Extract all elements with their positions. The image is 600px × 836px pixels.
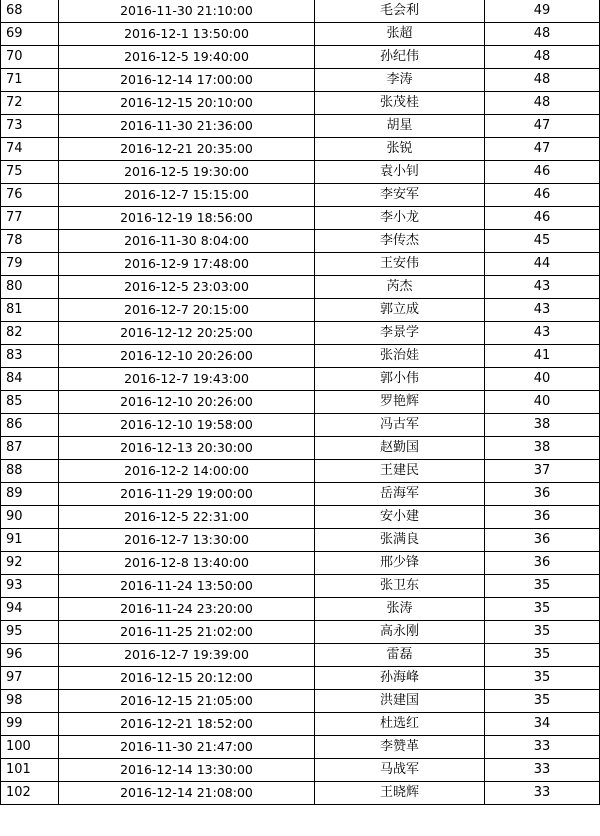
name-cell: 洪建国 xyxy=(315,690,485,713)
table-row xyxy=(1,391,600,414)
score-cell: 36 xyxy=(485,529,600,552)
name-cell: 李景学 xyxy=(315,322,485,345)
datetime-cell: 2016-12-5 19:40:00 xyxy=(59,46,315,69)
score-cell: 38 xyxy=(485,414,600,437)
table-row xyxy=(1,483,600,506)
score-cell: 46 xyxy=(485,207,600,230)
table-row xyxy=(1,598,600,621)
datetime-cell: 2016-12-7 15:15:00 xyxy=(59,184,315,207)
score-cell: 37 xyxy=(485,460,600,483)
score-cell: 48 xyxy=(485,23,600,46)
name-cell: 王安伟 xyxy=(315,253,485,276)
name-cell: 张超 xyxy=(315,23,485,46)
score-cell: 35 xyxy=(485,690,600,713)
table-row xyxy=(1,736,600,759)
rank-number-cell: 84 xyxy=(1,368,59,391)
name-cell: 李涛 xyxy=(315,69,485,92)
score-cell: 35 xyxy=(485,621,600,644)
datetime-cell: 2016-12-1 13:50:00 xyxy=(59,23,315,46)
datetime-cell: 2016-11-25 21:02:00 xyxy=(59,621,315,644)
table-row xyxy=(1,552,600,575)
table-row xyxy=(1,276,600,299)
rank-number-cell: 88 xyxy=(1,460,59,483)
score-cell: 36 xyxy=(485,506,600,529)
score-cell: 33 xyxy=(485,759,600,782)
datetime-cell: 2016-12-5 19:30:00 xyxy=(59,161,315,184)
name-cell: 杜选红 xyxy=(315,713,485,736)
rank-number-cell: 74 xyxy=(1,138,59,161)
table-row xyxy=(1,299,600,322)
datetime-cell: 2016-12-13 20:30:00 xyxy=(59,437,315,460)
score-cell: 35 xyxy=(485,598,600,621)
table-row xyxy=(1,529,600,552)
score-cell: 35 xyxy=(485,667,600,690)
table-row xyxy=(1,437,600,460)
name-cell: 袁小钊 xyxy=(315,161,485,184)
datetime-cell: 2016-12-7 20:15:00 xyxy=(59,299,315,322)
rank-number-cell: 80 xyxy=(1,276,59,299)
rank-number-cell: 92 xyxy=(1,552,59,575)
rank-number-cell: 99 xyxy=(1,713,59,736)
score-cell: 49 xyxy=(485,0,600,23)
rank-number-cell: 83 xyxy=(1,345,59,368)
datetime-cell: 2016-12-7 19:39:00 xyxy=(59,644,315,667)
table-row xyxy=(1,138,600,161)
datetime-cell: 2016-11-30 8:04:00 xyxy=(59,230,315,253)
score-cell: 35 xyxy=(485,644,600,667)
score-cell: 40 xyxy=(485,391,600,414)
score-cell: 44 xyxy=(485,253,600,276)
score-cell: 48 xyxy=(485,92,600,115)
table-row xyxy=(1,184,600,207)
table-row xyxy=(1,782,600,805)
score-cell: 46 xyxy=(485,184,600,207)
datetime-cell: 2016-12-10 20:26:00 xyxy=(59,345,315,368)
table-row xyxy=(1,368,600,391)
name-cell: 高永刚 xyxy=(315,621,485,644)
rank-number-cell: 75 xyxy=(1,161,59,184)
name-cell: 冯古军 xyxy=(315,414,485,437)
table-row xyxy=(1,46,600,69)
name-cell: 胡星 xyxy=(315,115,485,138)
name-cell: 李小龙 xyxy=(315,207,485,230)
score-cell: 48 xyxy=(485,46,600,69)
rank-number-cell: 87 xyxy=(1,437,59,460)
rank-number-cell: 77 xyxy=(1,207,59,230)
rank-number-cell: 90 xyxy=(1,506,59,529)
name-cell: 毛会利 xyxy=(315,0,485,23)
score-cell: 38 xyxy=(485,437,600,460)
name-cell: 雷磊 xyxy=(315,644,485,667)
table-row xyxy=(1,322,600,345)
score-cell: 43 xyxy=(485,322,600,345)
table-row xyxy=(1,621,600,644)
table-row xyxy=(1,414,600,437)
table-row xyxy=(1,506,600,529)
name-cell: 李赞革 xyxy=(315,736,485,759)
name-cell: 王建民 xyxy=(315,460,485,483)
rank-number-cell: 89 xyxy=(1,483,59,506)
rank-number-cell: 97 xyxy=(1,667,59,690)
datetime-cell: 2016-12-14 17:00:00 xyxy=(59,69,315,92)
datetime-cell: 2016-11-24 13:50:00 xyxy=(59,575,315,598)
datetime-cell: 2016-11-29 19:00:00 xyxy=(59,483,315,506)
datetime-cell: 2016-11-30 21:36:00 xyxy=(59,115,315,138)
table-row xyxy=(1,161,600,184)
datetime-cell: 2016-12-7 19:43:00 xyxy=(59,368,315,391)
rank-number-cell: 102 xyxy=(1,782,59,805)
rank-number-cell: 69 xyxy=(1,23,59,46)
rank-number-cell: 85 xyxy=(1,391,59,414)
table-row xyxy=(1,713,600,736)
name-cell: 张治娃 xyxy=(315,345,485,368)
score-cell: 36 xyxy=(485,483,600,506)
table-row xyxy=(1,644,600,667)
name-cell: 孙纪伟 xyxy=(315,46,485,69)
name-cell: 李传杰 xyxy=(315,230,485,253)
name-cell: 李安军 xyxy=(315,184,485,207)
datetime-cell: 2016-12-21 20:35:00 xyxy=(59,138,315,161)
datetime-cell: 2016-11-24 23:20:00 xyxy=(59,598,315,621)
table-row xyxy=(1,460,600,483)
datetime-cell: 2016-12-19 18:56:00 xyxy=(59,207,315,230)
score-cell: 46 xyxy=(485,161,600,184)
name-cell: 孙海峰 xyxy=(315,667,485,690)
name-cell: 张涛 xyxy=(315,598,485,621)
table-row xyxy=(1,690,600,713)
table-row xyxy=(1,667,600,690)
datetime-cell: 2016-12-2 14:00:00 xyxy=(59,460,315,483)
datetime-cell: 2016-12-8 13:40:00 xyxy=(59,552,315,575)
score-cell: 48 xyxy=(485,69,600,92)
datetime-cell: 2016-12-5 23:03:00 xyxy=(59,276,315,299)
name-cell: 邢少锋 xyxy=(315,552,485,575)
name-cell: 张卫东 xyxy=(315,575,485,598)
score-cell: 36 xyxy=(485,552,600,575)
score-cell: 33 xyxy=(485,736,600,759)
rank-number-cell: 82 xyxy=(1,322,59,345)
rank-number-cell: 71 xyxy=(1,69,59,92)
name-cell: 岳海军 xyxy=(315,483,485,506)
name-cell: 安小建 xyxy=(315,506,485,529)
table-row xyxy=(1,207,600,230)
name-cell: 王晓辉 xyxy=(315,782,485,805)
datetime-cell: 2016-12-9 17:48:00 xyxy=(59,253,315,276)
score-cell: 41 xyxy=(485,345,600,368)
name-cell: 张茂桂 xyxy=(315,92,485,115)
table-row xyxy=(1,253,600,276)
table-row xyxy=(1,0,600,23)
datetime-cell: 2016-12-10 20:26:00 xyxy=(59,391,315,414)
datetime-cell: 2016-12-15 20:12:00 xyxy=(59,667,315,690)
table-row xyxy=(1,345,600,368)
rank-number-cell: 68 xyxy=(1,0,59,23)
name-cell: 芮杰 xyxy=(315,276,485,299)
rank-number-cell: 79 xyxy=(1,253,59,276)
rank-number-cell: 76 xyxy=(1,184,59,207)
score-cell: 34 xyxy=(485,713,600,736)
score-cell: 43 xyxy=(485,276,600,299)
datetime-cell: 2016-11-30 21:47:00 xyxy=(59,736,315,759)
datetime-cell: 2016-12-5 22:31:00 xyxy=(59,506,315,529)
score-cell: 45 xyxy=(485,230,600,253)
rank-number-cell: 95 xyxy=(1,621,59,644)
score-cell: 40 xyxy=(485,368,600,391)
ranking-table-body xyxy=(1,0,600,805)
rank-number-cell: 94 xyxy=(1,598,59,621)
name-cell: 郭小伟 xyxy=(315,368,485,391)
datetime-cell: 2016-11-30 21:10:00 xyxy=(59,0,315,23)
rank-number-cell: 70 xyxy=(1,46,59,69)
table-row xyxy=(1,759,600,782)
datetime-cell: 2016-12-7 13:30:00 xyxy=(59,529,315,552)
rank-number-cell: 78 xyxy=(1,230,59,253)
rank-number-cell: 101 xyxy=(1,759,59,782)
name-cell: 赵勤国 xyxy=(315,437,485,460)
datetime-cell: 2016-12-21 18:52:00 xyxy=(59,713,315,736)
score-cell: 47 xyxy=(485,115,600,138)
rank-number-cell: 73 xyxy=(1,115,59,138)
datetime-cell: 2016-12-12 20:25:00 xyxy=(59,322,315,345)
name-cell: 马战军 xyxy=(315,759,485,782)
table-row xyxy=(1,69,600,92)
score-cell: 33 xyxy=(485,782,600,805)
score-cell: 35 xyxy=(485,575,600,598)
datetime-cell: 2016-12-14 13:30:00 xyxy=(59,759,315,782)
score-cell: 43 xyxy=(485,299,600,322)
datetime-cell: 2016-12-15 21:05:00 xyxy=(59,690,315,713)
datetime-cell: 2016-12-15 20:10:00 xyxy=(59,92,315,115)
name-cell: 罗艳辉 xyxy=(315,391,485,414)
table-row xyxy=(1,575,600,598)
rank-number-cell: 93 xyxy=(1,575,59,598)
rank-number-cell: 86 xyxy=(1,414,59,437)
name-cell: 郭立成 xyxy=(315,299,485,322)
rank-number-cell: 96 xyxy=(1,644,59,667)
rank-number-cell: 81 xyxy=(1,299,59,322)
rank-number-cell: 100 xyxy=(1,736,59,759)
rank-number-cell: 91 xyxy=(1,529,59,552)
table-row xyxy=(1,92,600,115)
table-row xyxy=(1,115,600,138)
datetime-cell: 2016-12-10 19:58:00 xyxy=(59,414,315,437)
table-row xyxy=(1,230,600,253)
rank-number-cell: 98 xyxy=(1,690,59,713)
datetime-cell: 2016-12-14 21:08:00 xyxy=(59,782,315,805)
name-cell: 张锐 xyxy=(315,138,485,161)
table-row xyxy=(1,23,600,46)
name-cell: 张满良 xyxy=(315,529,485,552)
rank-number-cell: 72 xyxy=(1,92,59,115)
score-cell: 47 xyxy=(485,138,600,161)
